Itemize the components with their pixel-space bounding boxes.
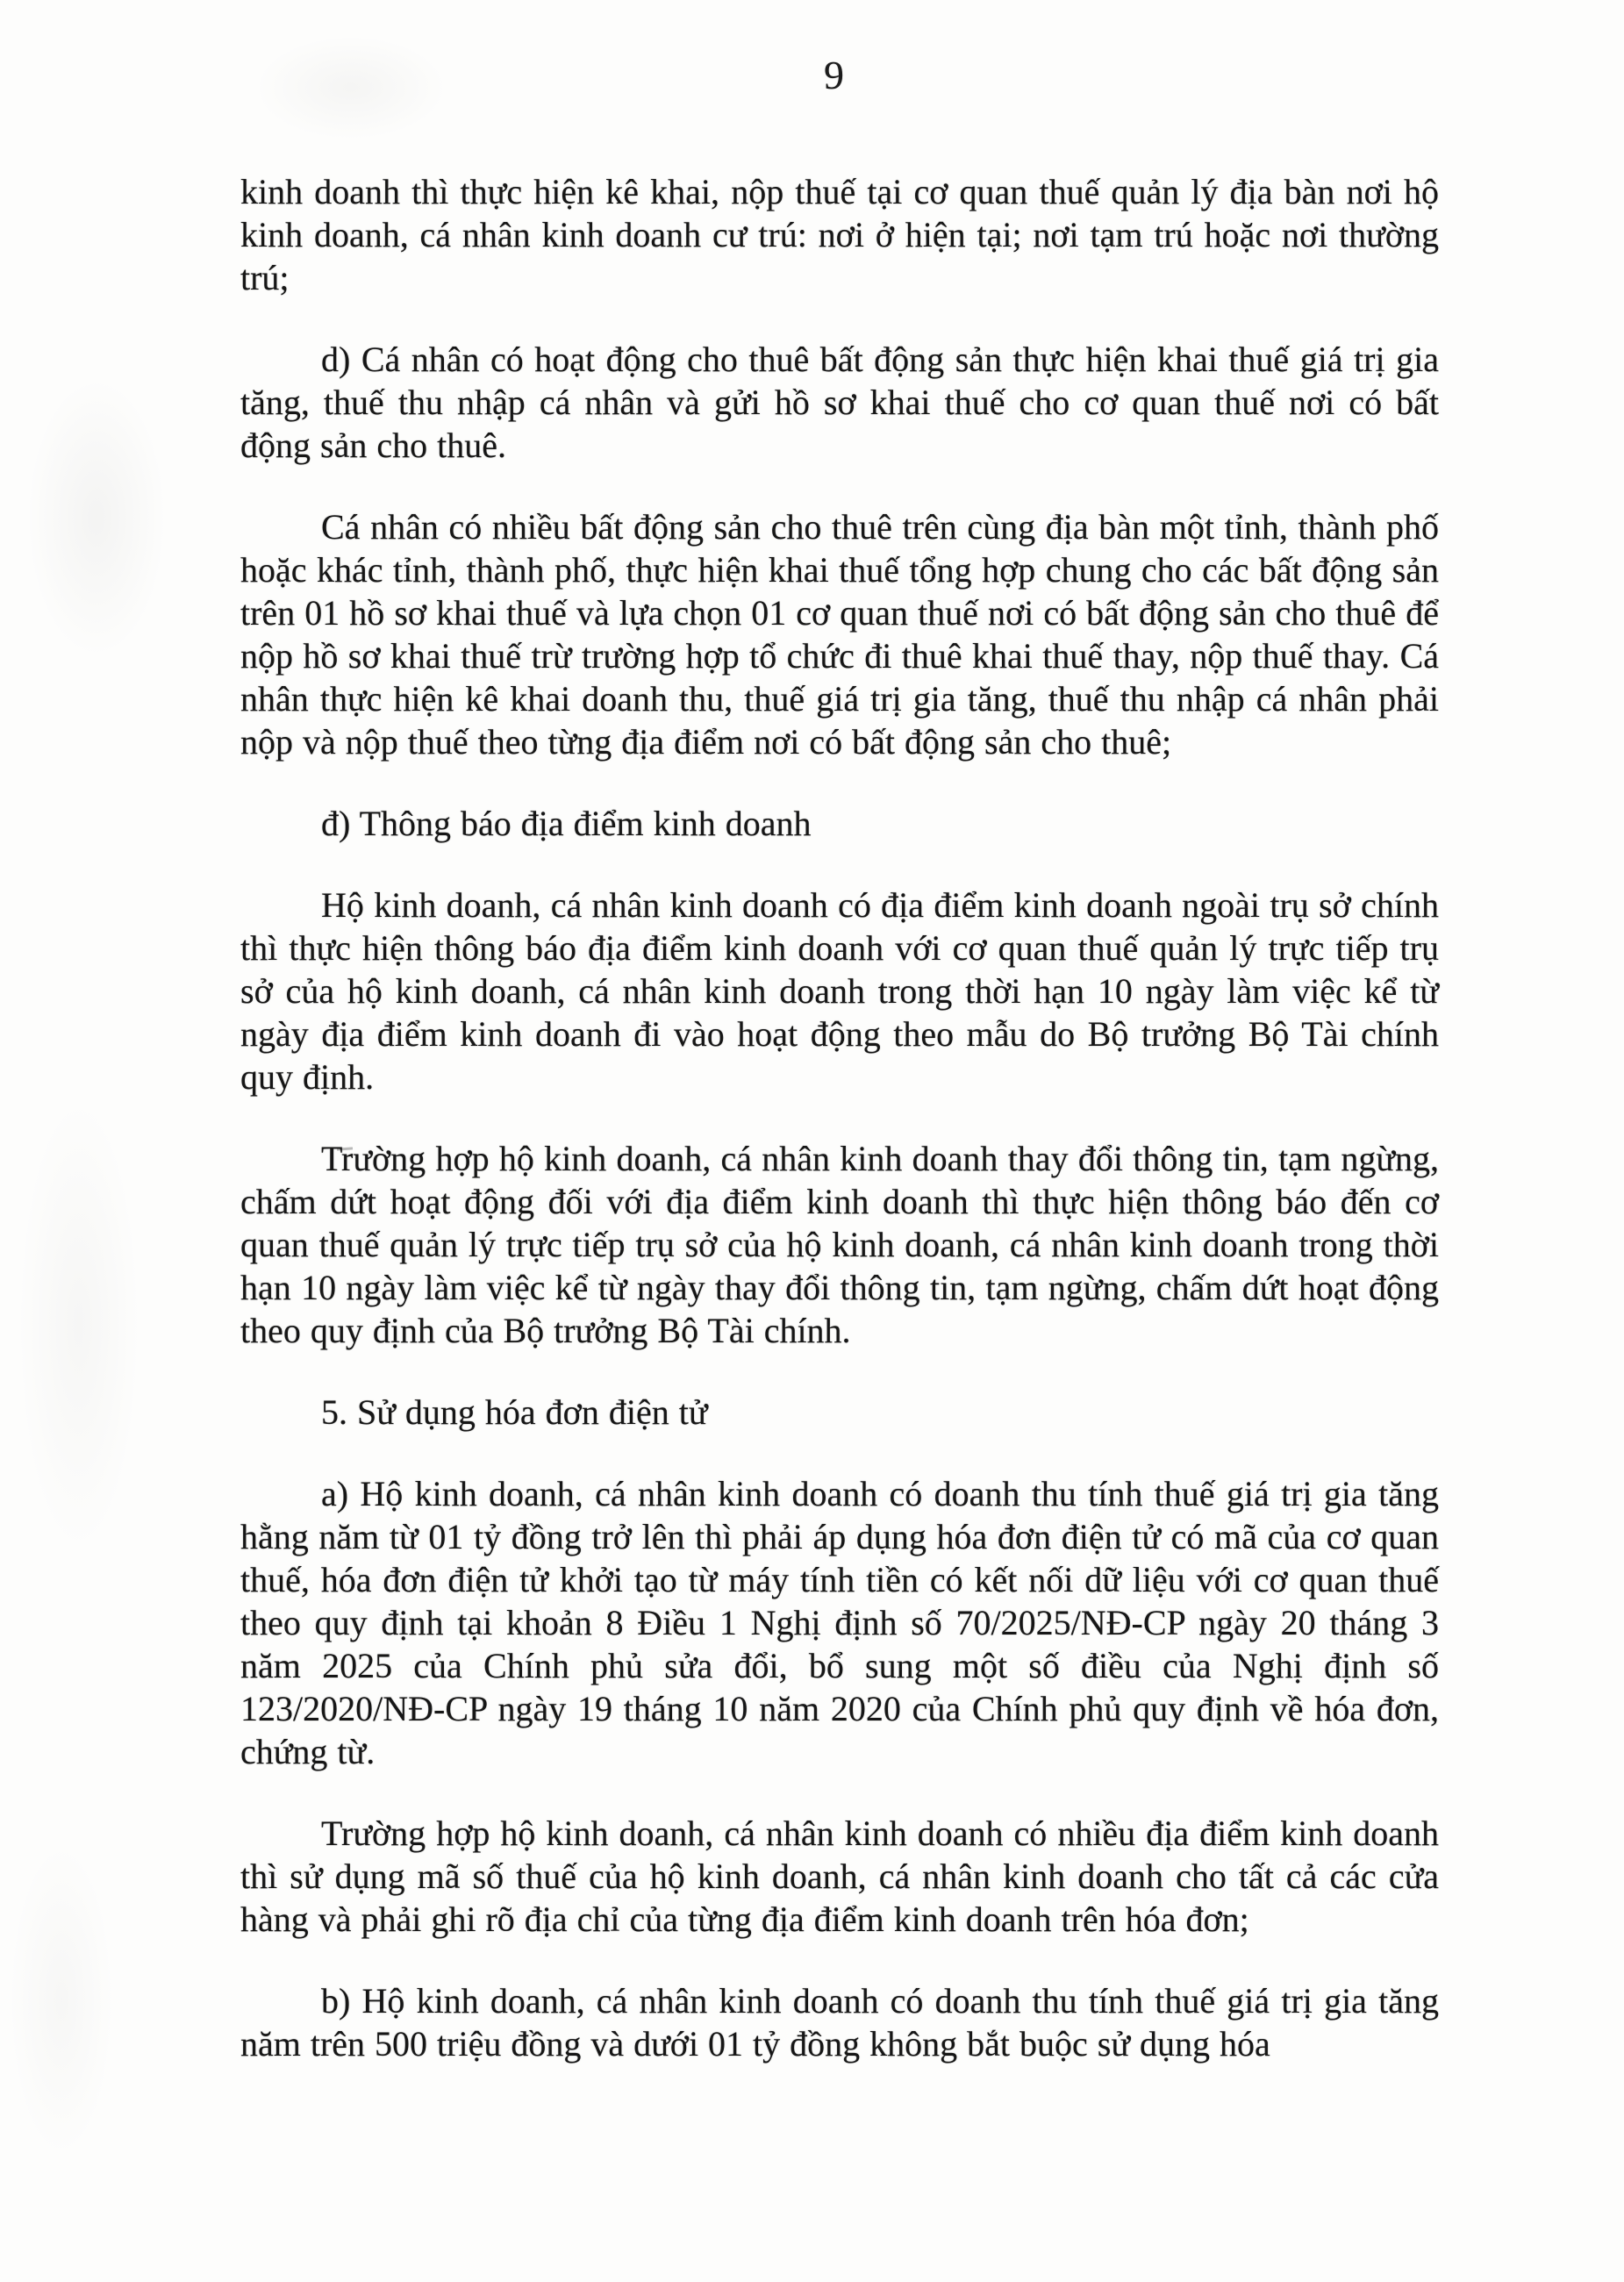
paragraph-clause-a-einvoice-threshold: a) Hộ kinh doanh, cá nhân kinh doanh có doanh thu tính thuế giá trị gia tăng hằng năm từ 01 tỷ đồng trở lên thì phải áp dụng hóa đơn điện tử có mã của cơ quan thuế, hóa đơn điện tử khởi tạo từ máy tính tiền có kết nối dữ liệu với cơ quan thuế theo quy định tại khoản 8 Điều 1 Nghị định số 70/2025/NĐ-CP ngày 20 tháng 3 năm 2025 của Chính phủ sửa đổi, bổ sung một số điều của Nghị định số 123/2020/NĐ-CP ngày 19 tháng 10 năm 2020 của Chính phủ quy định về hóa đơn, chứng từ. xyxy=(240,1474,1439,1771)
scan-smudge xyxy=(18,1097,140,1553)
paragraph-change-suspend-terminate-notice: Trường hợp hộ kinh doanh, cá nhân kinh doanh thay đổi thông tin, tạm ngừng, chấm dứt hoạt động đối với địa điểm kinh doanh thì thực hiện thông báo đến cơ quan thuế quản lý trực tiếp trụ sở của hộ kinh doanh, cá nhân kinh doanh trong thời hạn 10 ngày làm việc kể từ ngày thay đổi thông tin, tạm ngừng, chấm dứt hoạt động theo quy định của Bộ trưởng Bộ Tài chính. xyxy=(240,1139,1439,1350)
paragraph-clause-d-property-rental: d) Cá nhân có hoạt động cho thuê bất động sản thực hiện khai thuế giá trị gia tăng, thuế thu nhập cá nhân và gửi hồ sơ khai thuế cho cơ quan thuế nơi có bất động sản cho thuê. xyxy=(240,340,1439,465)
scan-smudge xyxy=(9,1842,114,2158)
paragraph-continuation-tax-declaration: kinh doanh thì thực hiện kê khai, nộp thuế tại cơ quan thuế quản lý địa bàn nơi hộ kinh doanh, cá nhân kinh doanh cư trú: nơi ở hiện tại; nơi tạm trú hoặc nơi thường trú; xyxy=(240,172,1439,297)
heading-section-5-einvoice: 5. Sử dụng hóa đơn điện tử xyxy=(321,1392,708,1432)
document-body xyxy=(240,170,1439,2065)
paragraph-multiple-business-locations-invoice: Trường hợp hộ kinh doanh, cá nhân kinh doanh có nhiều địa điểm kinh doanh thì sử dụng mã số thuế của hộ kinh doanh, cá nhân kinh doanh cho tất cả các cửa hàng và phải ghi rõ địa chỉ của từng địa điểm kinh doanh trên hóa đơn; xyxy=(240,1813,1439,1939)
paragraph-multiple-rental-properties: Cá nhân có nhiều bất động sản cho thuê trên cùng địa bàn một tỉnh, thành phố hoặc khác tỉnh, thành phố, thực hiện khai thuế tổng hợp chung cho các bất động sản trên 01 hồ sơ khai thuế và lựa chọn 01 cơ quan thuế nơi có bất động sản cho thuê để nộp hồ sơ khai thuế trừ trường hợp tổ chức đi thuê khai thuế thay, nộp thuế thay. Cá nhân thực hiện kê khai doanh thu, thuế giá trị gia tăng, thuế thu nhập cá nhân phải nộp và nộp thuế theo từng địa điểm nơi có bất động sản cho thuê; xyxy=(240,507,1439,762)
heading-clause-dd-business-location-notice: đ) Thông báo địa điểm kinh doanh xyxy=(321,804,812,843)
paragraph-business-location-notification: Hộ kinh doanh, cá nhân kinh doanh có địa điểm kinh doanh ngoài trụ sở chính thì thực hiện thông báo địa điểm kinh doanh với cơ quan thuế quản lý trực tiếp trụ sở của hộ kinh doanh, cá nhân kinh doanh trong thời hạn 10 ngày làm việc kể từ ngày địa điểm kinh doanh đi vào hoạt động theo mẫu do Bộ trưởng Bộ Tài chính quy định. xyxy=(240,885,1439,1097)
scan-smudge xyxy=(26,377,167,658)
paragraph-clause-b-revenue-500m: b) Hộ kinh doanh, cá nhân kinh doanh có doanh thu tính thuế giá trị gia tăng năm trên 500 triệu đồng và dưới 01 tỷ đồng không bắt buộc sử dụng hóa xyxy=(240,1981,1439,2064)
page-number: 9 xyxy=(824,53,844,97)
